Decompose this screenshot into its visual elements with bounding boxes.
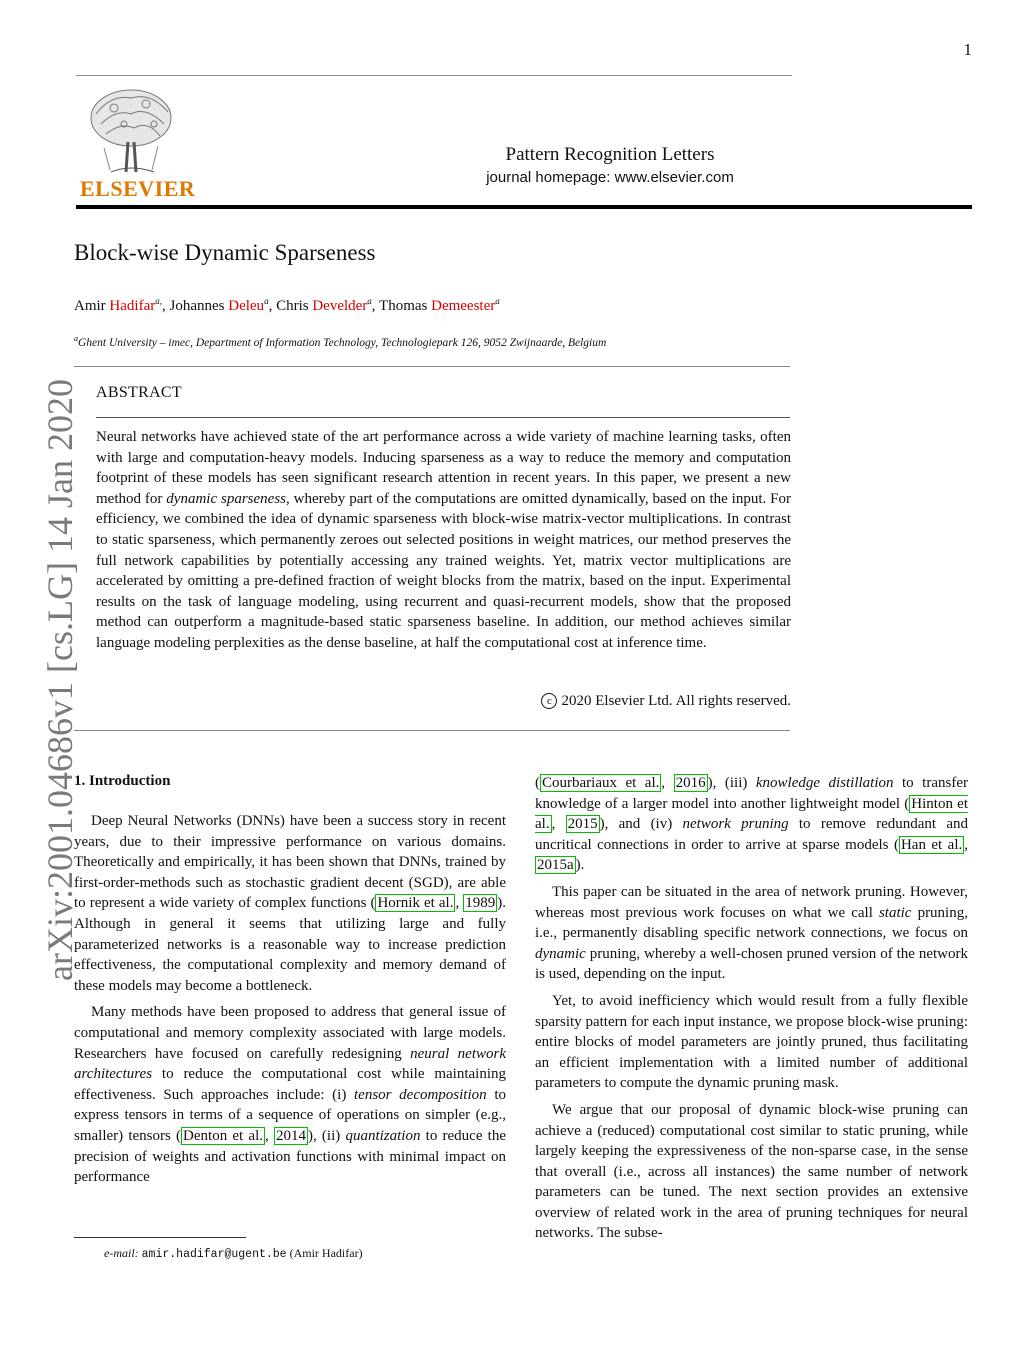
author: Johannes Deleu$^a$, bbox=[169, 296, 277, 314]
paragraph: This paper can be situated in the area of network pruning. However, whereas most previous work focuses on what we call static pruning, i.e., permanently disabling specific network connections, we focus on dynamic pruning, whereby a well-chosen pruned version of the network is used, depending on the input. bbox=[535, 883, 968, 983]
author: Chris Develder$^a$, bbox=[276, 296, 380, 314]
author-list bbox=[74, 296, 500, 315]
abstract-body: Neural networks have achieved state of the art performance across a wide variety of machine learning tasks, often with large and computation-heavy models. Inducing sparseness as a way to reduce the memory and computation footprint of these models has seen significant research attention in recent years. In this paper, we present a new method for dynamic sparseness, whereby part of the computations are omitted dynamically, based on the input. For efficiency, we combined the idea of dynamic sparseness with block-wise matrix-vector multiplications. In contrast to static sparseness, which permanently zeroes out selected positions in weight matrices, our method preserves the full network capabilities by potentially accessing any trained weights. Yet, matrix vector multiplications are accelerated by omitting a pre-defined fraction of weight blocks from the matrix, based on the input. Experimental results on the task of language modeling, using recurrent and quasi-recurrent models, show that the proposed method can outperform a magnitude-based static sparseness baseline. In addition, our method achieves similar language modeling perplexities as the dense baseline, at half the computational cost at inference time. bbox=[96, 429, 791, 651]
footnote-rule bbox=[74, 1237, 246, 1238]
paper-title: Block-wise Dynamic Sparseness bbox=[74, 240, 376, 265]
paragraph: ( Courbariaux et al. , 2016 ), (iii) knowledge distillation to transfer knowledge of a larger model into another lightweight model ( Hinton et al. , 2015 ), and (iv) network pruning to remove redundant and uncritical connections in order to arrive at sparse models ( Han et al. , 2015a ). bbox=[535, 775, 968, 874]
paragraph: Deep Neural Networks (DNNs) have been a success story in recent years, due to their impressive performance on various domains. Theoretically and empirically, it has been shown that DNNs, trained by first-order-methods such as stochastic gradient decent (SGD), are able to represent a wide variety of complex functions ( Hornik et al. , 1989 ). Although in general it seems that utilizing large and fully parameterized networks is a reasonable way to increase prediction effectiveness, the computational complexity and memory demand of these models may become a bottleneck. bbox=[74, 813, 507, 994]
citation-link[interactable]: 2015a bbox=[537, 857, 574, 874]
citation-link[interactable]: Hornik et al. bbox=[377, 895, 454, 912]
affiliation: $^a$Ghent University – imec, Department of Information Technology, Technologiepark 126, 9052 Zwijnaarde, Belgium bbox=[74, 334, 607, 349]
abstract-heading: ABSTRACT bbox=[96, 384, 182, 401]
author: Thomas Demeester$^a$ bbox=[379, 296, 500, 314]
citation-link[interactable]: 1989 bbox=[465, 895, 496, 912]
elsevier-wordmark: ELSEVIER bbox=[80, 176, 196, 201]
paragraph: Many methods have been proposed to address that general issue of computational and memory complexity associated with large models. Researchers have focused on carefully redesigning neural network architectures to reduce the computational cost while maintaining effectiveness. Such approaches include: (i) tensor decomposition to express tensors in terms of a sequence of operations on simpler (e.g., smaller) tensors ( Denton et al. , 2014 ), (ii) quantization to reduce the precision of weights and activation functions with minimal impact on performance bbox=[74, 1004, 507, 1186]
header-top-rule bbox=[76, 75, 792, 76]
abstract-top-rule bbox=[74, 366, 790, 367]
journal-homepage[interactable]: journal homepage: www.elsevier.com bbox=[486, 169, 734, 186]
citation-link[interactable]: Denton et al. bbox=[183, 1127, 264, 1144]
section-heading: 1. Introduction bbox=[74, 773, 171, 789]
footnote: e-mail: amir.hadifar@ugent.be (Amir Hadifar) bbox=[104, 1246, 363, 1261]
arxiv-stamp: arXiv:2001.04686v1 [cs.LG] 14 Jan 2020 bbox=[40, 379, 80, 981]
citation-link[interactable]: Courbariaux et al. bbox=[542, 775, 660, 791]
citation-link[interactable]: 2015 bbox=[567, 816, 598, 833]
citation-link[interactable]: 2016 bbox=[675, 775, 706, 791]
citation-link[interactable]: 2014 bbox=[275, 1127, 306, 1144]
email-link[interactable]: amir.hadifar@ugent.be bbox=[141, 1248, 287, 1261]
author: Amir Hadifar$^{a,}$, bbox=[74, 296, 170, 314]
paragraph: We argue that our proposal of dynamic block-wise pruning can achieve a (reduced) computational cost similar to static pruning, while largely keeping the expressiveness of the non-sparse case, in the sense that overall (i.e., across all instances) the same number of network parameters can be tuned. The next section provides an extensive overview of related work in the area of pruning techniques for neural networks. The subse- bbox=[535, 1101, 968, 1242]
citation-link[interactable]: Hinton et al. bbox=[535, 795, 968, 833]
citation-link[interactable]: Han et al. bbox=[900, 836, 963, 853]
journal-name: Pattern Recognition Letters bbox=[505, 144, 715, 165]
left-column bbox=[74, 811, 506, 1194]
right-column bbox=[535, 773, 968, 1250]
paragraph: Yet, to avoid inefficiency which would result from a fully flexible sparsity pattern for each input instance, we propose block-wise pruning: entire blocks of model parameters are jointly pruned, thus facilitating an efficient implementation with a limited number of additional parameters to compute the dynamic pruning mask. bbox=[535, 992, 968, 1092]
abstract-head-rule bbox=[96, 417, 790, 418]
abstract-bottom-rule bbox=[74, 730, 790, 731]
header-bottom-rule bbox=[76, 205, 972, 209]
copyright-notice: c 2020 Elsevier Ltd. All rights reserved. bbox=[541, 693, 791, 710]
page-number: 1 bbox=[963, 40, 972, 59]
